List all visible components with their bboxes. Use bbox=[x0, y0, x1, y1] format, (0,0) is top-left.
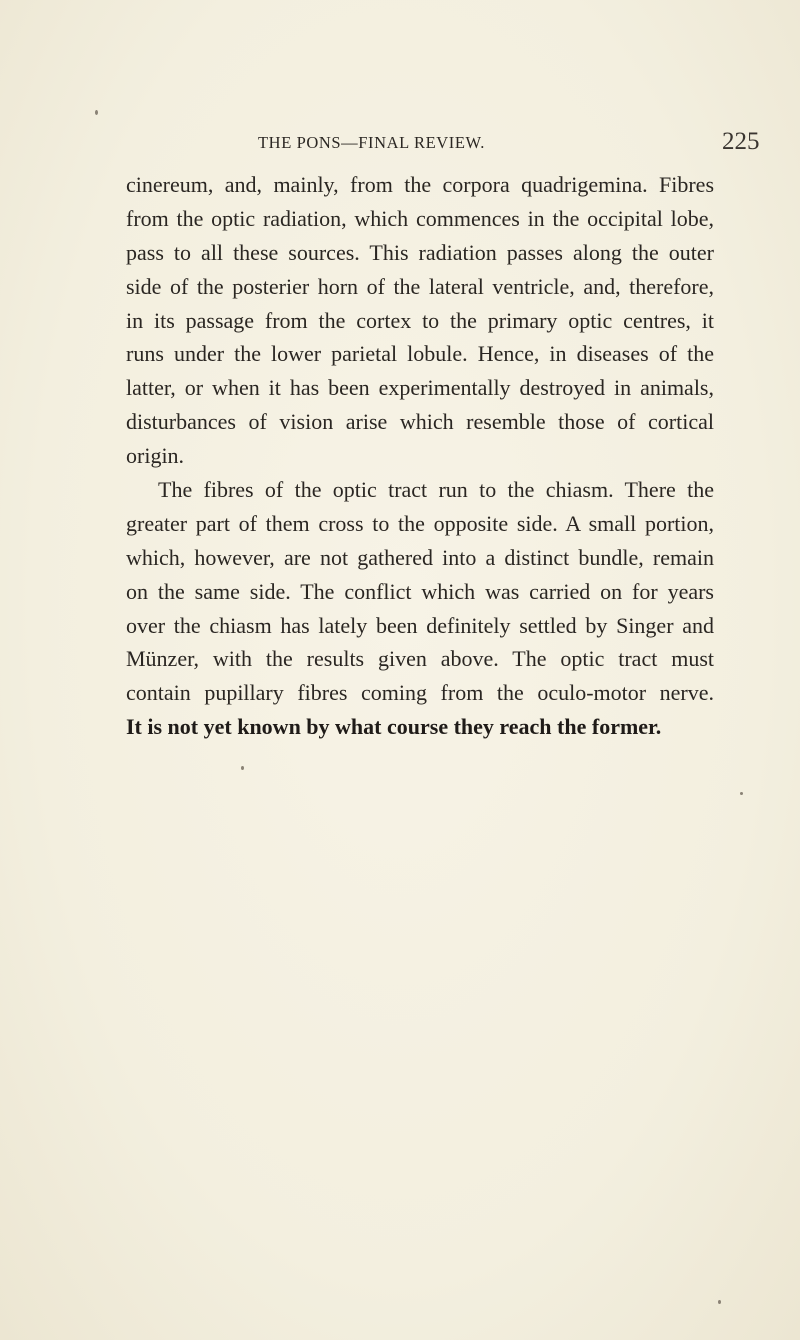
text-line: which, however, are not gathered into a distinct bundle, remain bbox=[126, 544, 714, 570]
text-line: in its passage from the cortex to the primary optic centres, it bbox=[126, 307, 714, 333]
text-line: disturbances of vision arise which resemble those of cortical bbox=[126, 409, 714, 435]
text-line: side of the posterier horn of the lateral ventricle, and, therefore, bbox=[126, 273, 714, 299]
text-line: from the optic radiation, which commences in the occipital lobe, bbox=[126, 205, 714, 231]
text-line: contain pupillary fibres coming from the oculo-motor nerve. bbox=[126, 680, 714, 706]
body-text bbox=[126, 168, 714, 744]
page-number: 225 bbox=[722, 128, 760, 155]
text-line: pass to all these sources. This radiation passes along the outer bbox=[126, 239, 714, 265]
text-line: over the chiasm has lately been definitely settled by Singer and bbox=[126, 612, 714, 638]
running-title: THE PONS—FINAL REVIEW. bbox=[258, 133, 485, 152]
text-line: cinereum, and, mainly, from the corpora quadrigemina. Fibres bbox=[126, 172, 714, 197]
text-line: The fibres of the optic tract run to the chiasm. There the bbox=[158, 477, 714, 503]
text-line: Münzer, with the results given above. The optic tract must bbox=[126, 646, 714, 672]
text-line: runs under the lower parietal lobule. Hence, in diseases of the bbox=[126, 341, 714, 367]
paper-speck bbox=[241, 766, 244, 770]
text-line: on the same side. The conflict which was carried on for years bbox=[126, 578, 714, 604]
paper-speck bbox=[718, 1300, 721, 1304]
running-head bbox=[0, 128, 800, 158]
paper-speck bbox=[740, 792, 743, 795]
text-line: It is not yet known by what course they reach the former. bbox=[126, 714, 662, 740]
text-line: latter, or when it has been experimentally destroyed in animals, bbox=[126, 375, 714, 401]
paper-speck bbox=[95, 110, 98, 115]
text-line: origin. bbox=[126, 443, 185, 469]
text-line: greater part of them cross to the opposite side. A small portion, bbox=[126, 510, 714, 536]
